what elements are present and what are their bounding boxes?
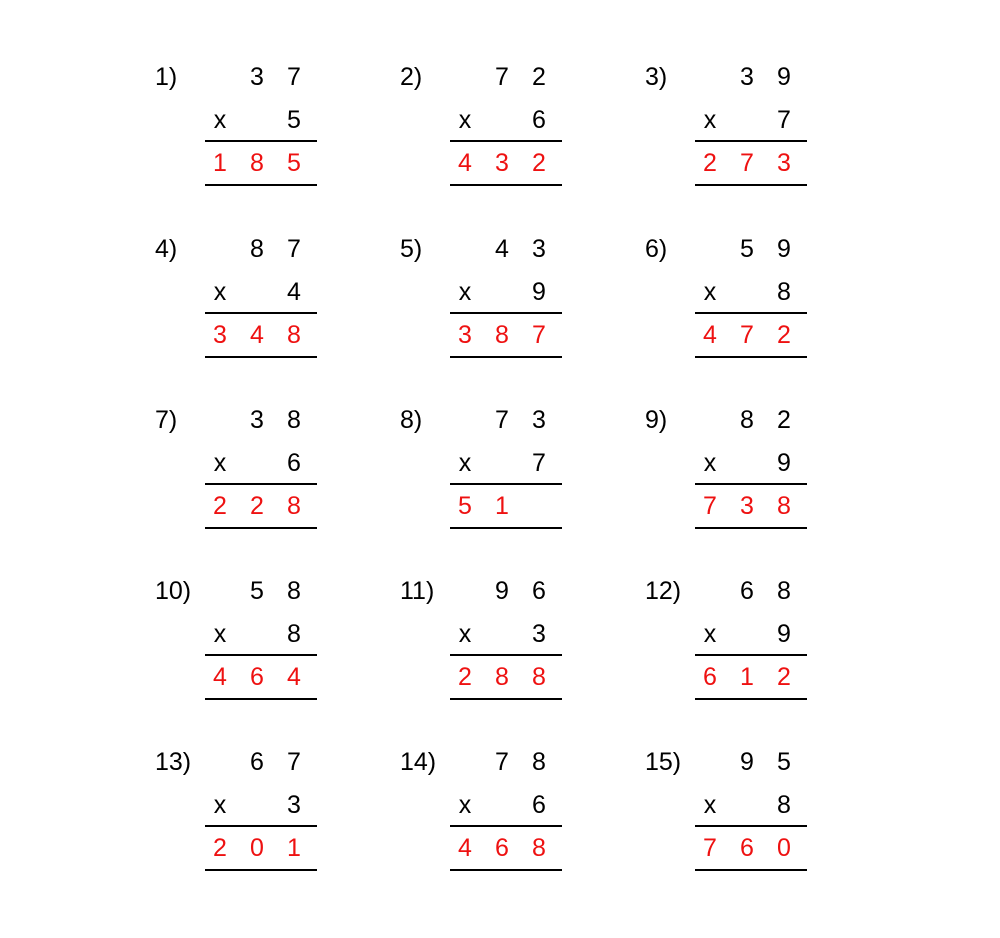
answer-digit: 6 <box>703 663 717 691</box>
multiplier-digit: 6 <box>287 449 301 477</box>
answer-digit: 8 <box>287 492 301 520</box>
answer-rule-bottom <box>450 527 562 529</box>
multiplicand-digit: 8 <box>287 577 301 605</box>
problem-number: 5) <box>400 235 423 263</box>
multiplicand-digit: 8 <box>250 235 264 263</box>
multiplicand-digit: 8 <box>777 577 791 605</box>
multiplicand-digit: 3 <box>250 406 264 434</box>
answer-rule-bottom <box>205 356 317 358</box>
multiplicand-digit: 8 <box>740 406 754 434</box>
answer-digit: 4 <box>287 663 301 691</box>
multiplier-digit: 9 <box>532 278 546 306</box>
answer-rule-top <box>450 825 562 827</box>
answer-digit: 2 <box>703 149 717 177</box>
multiplicand-digit: 3 <box>740 63 754 91</box>
answer-digit: 3 <box>495 149 509 177</box>
multiply-sign: x <box>703 106 717 134</box>
answer-rule-top <box>205 140 317 142</box>
answer-digit: 2 <box>777 321 791 349</box>
multiplier-digit: 8 <box>287 620 301 648</box>
problem-2 <box>400 20 630 177</box>
answer-digit: 2 <box>213 834 227 862</box>
answer-digit: 8 <box>287 321 301 349</box>
problem-number: 11) <box>400 577 435 605</box>
answer-digit: 2 <box>250 492 264 520</box>
multiplicand-digit: 7 <box>287 235 301 263</box>
multiplier-digit: 8 <box>777 791 791 819</box>
answer-rule-bottom <box>695 527 807 529</box>
answer-rule-bottom <box>450 869 562 871</box>
problem-number: 8) <box>400 406 423 434</box>
multiplicand-digit: 3 <box>532 235 546 263</box>
problem-15 <box>645 705 875 862</box>
problem-number: 15) <box>645 748 682 776</box>
multiplier-digit: 3 <box>287 791 301 819</box>
answer-digit: 2 <box>458 663 472 691</box>
multiply-sign: x <box>213 791 227 819</box>
answer-rule-bottom <box>695 184 807 186</box>
multiplicand-digit: 9 <box>777 63 791 91</box>
multiply-sign: x <box>703 278 717 306</box>
multiplicand-digit: 5 <box>777 748 791 776</box>
answer-digit: 7 <box>703 834 717 862</box>
multiplicand-digit: 9 <box>777 235 791 263</box>
multiplicand-digit: 6 <box>532 577 546 605</box>
answer-digit: 0 <box>250 834 264 862</box>
multiply-sign: x <box>703 791 717 819</box>
answer-rule-top <box>450 140 562 142</box>
answer-rule-bottom <box>205 698 317 700</box>
multiply-sign: x <box>703 620 717 648</box>
multiplier-digit: 5 <box>287 106 301 134</box>
answer-rule-top <box>205 825 317 827</box>
answer-rule-top <box>205 654 317 656</box>
multiplicand-digit: 2 <box>532 63 546 91</box>
multiply-sign: x <box>703 449 717 477</box>
multiplier-digit: 9 <box>777 620 791 648</box>
multiply-sign: x <box>458 620 472 648</box>
multiply-sign: x <box>213 449 227 477</box>
problem-14 <box>400 705 630 862</box>
answer-digit: 0 <box>777 834 791 862</box>
answer-rule-top <box>450 312 562 314</box>
answer-rule-bottom <box>205 184 317 186</box>
answer-digit: 3 <box>777 149 791 177</box>
answer-rule-top <box>695 825 807 827</box>
multiplicand-digit: 7 <box>287 63 301 91</box>
answer-digit: 6 <box>495 834 509 862</box>
answer-digit: 6 <box>250 663 264 691</box>
problem-13 <box>155 705 385 862</box>
multiplicand-digit: 7 <box>287 748 301 776</box>
multiplier-digit: 7 <box>532 449 546 477</box>
problem-3 <box>645 20 875 177</box>
answer-rule-top <box>695 654 807 656</box>
problem-7 <box>155 363 385 520</box>
multiplier-digit: 6 <box>532 106 546 134</box>
answer-rule-bottom <box>205 527 317 529</box>
problem-1 <box>155 20 385 177</box>
problem-12 <box>645 534 875 691</box>
problem-number: 3) <box>645 63 668 91</box>
answer-digit: 2 <box>777 663 791 691</box>
answer-digit: 1 <box>287 834 301 862</box>
answer-digit: 4 <box>213 663 227 691</box>
answer-rule-bottom <box>450 698 562 700</box>
multiplier-digit: 9 <box>777 449 791 477</box>
multiplicand-digit: 7 <box>495 748 509 776</box>
answer-rule-bottom <box>695 698 807 700</box>
multiply-sign: x <box>458 449 472 477</box>
problem-number: 7) <box>155 406 178 434</box>
answer-rule-top <box>695 140 807 142</box>
answer-rule-top <box>205 483 317 485</box>
problem-11 <box>400 534 630 691</box>
answer-digit: 7 <box>703 492 717 520</box>
answer-rule-bottom <box>450 184 562 186</box>
multiply-sign: x <box>458 106 472 134</box>
problem-number: 2) <box>400 63 423 91</box>
answer-digit: 8 <box>532 834 546 862</box>
answer-rule-top <box>450 654 562 656</box>
answer-digit: 5 <box>458 492 472 520</box>
multiplicand-digit: 3 <box>532 406 546 434</box>
answer-rule-top <box>695 483 807 485</box>
answer-digit: 4 <box>458 834 472 862</box>
multiplicand-digit: 9 <box>495 577 509 605</box>
multiplicand-digit: 8 <box>287 406 301 434</box>
multiplicand-digit: 3 <box>250 63 264 91</box>
multiplier-digit: 3 <box>532 620 546 648</box>
answer-rule-top <box>695 312 807 314</box>
multiplicand-digit: 6 <box>740 577 754 605</box>
problem-9 <box>645 363 875 520</box>
answer-digit: 8 <box>495 321 509 349</box>
multiplicand-digit: 4 <box>495 235 509 263</box>
answer-digit: 1 <box>495 492 509 520</box>
problem-number: 13) <box>155 748 192 776</box>
answer-rule-top <box>450 483 562 485</box>
problem-5 <box>400 192 630 349</box>
answer-digit: 6 <box>740 834 754 862</box>
problem-8 <box>400 363 630 520</box>
answer-digit: 5 <box>287 149 301 177</box>
multiply-sign: x <box>213 620 227 648</box>
problem-number: 4) <box>155 235 178 263</box>
answer-digit: 3 <box>213 321 227 349</box>
problem-number: 12) <box>645 577 682 605</box>
answer-rule-bottom <box>450 356 562 358</box>
multiply-sign: x <box>458 278 472 306</box>
answer-digit: 4 <box>703 321 717 349</box>
multiplier-digit: 8 <box>777 278 791 306</box>
answer-digit: 2 <box>532 149 546 177</box>
answer-digit: 8 <box>250 149 264 177</box>
answer-digit: 8 <box>777 492 791 520</box>
problem-number: 6) <box>645 235 668 263</box>
problem-number: 9) <box>645 406 668 434</box>
answer-rule-bottom <box>205 869 317 871</box>
answer-digit: 4 <box>458 149 472 177</box>
answer-digit: 2 <box>213 492 227 520</box>
problem-6 <box>645 192 875 349</box>
multiplicand-digit: 7 <box>495 63 509 91</box>
multiply-sign: x <box>458 791 472 819</box>
multiplicand-digit: 2 <box>777 406 791 434</box>
problem-number: 10) <box>155 577 192 605</box>
multiply-sign: x <box>213 106 227 134</box>
problem-number: 1) <box>155 63 178 91</box>
answer-digit: 3 <box>740 492 754 520</box>
multiply-sign: x <box>213 278 227 306</box>
answer-digit: 8 <box>532 663 546 691</box>
answer-digit: 7 <box>532 321 546 349</box>
answer-rule-top <box>205 312 317 314</box>
answer-rule-bottom <box>695 356 807 358</box>
answer-digit: 8 <box>495 663 509 691</box>
answer-digit: 1 <box>740 663 754 691</box>
multiplier-digit: 4 <box>287 278 301 306</box>
multiplicand-digit: 6 <box>250 748 264 776</box>
multiplicand-digit: 7 <box>495 406 509 434</box>
answer-digit: 3 <box>458 321 472 349</box>
multiplier-digit: 6 <box>532 791 546 819</box>
answer-rule-bottom <box>695 869 807 871</box>
answer-digit: 7 <box>740 321 754 349</box>
multiplier-digit: 7 <box>777 106 791 134</box>
multiplicand-digit: 5 <box>740 235 754 263</box>
problem-number: 14) <box>400 748 437 776</box>
problem-10 <box>155 534 385 691</box>
answer-digit: 4 <box>250 321 264 349</box>
multiplicand-digit: 9 <box>740 748 754 776</box>
answer-digit: 7 <box>740 149 754 177</box>
answer-digit: 1 <box>213 149 227 177</box>
multiplicand-digit: 5 <box>250 577 264 605</box>
problem-4 <box>155 192 385 349</box>
multiplicand-digit: 8 <box>532 748 546 776</box>
